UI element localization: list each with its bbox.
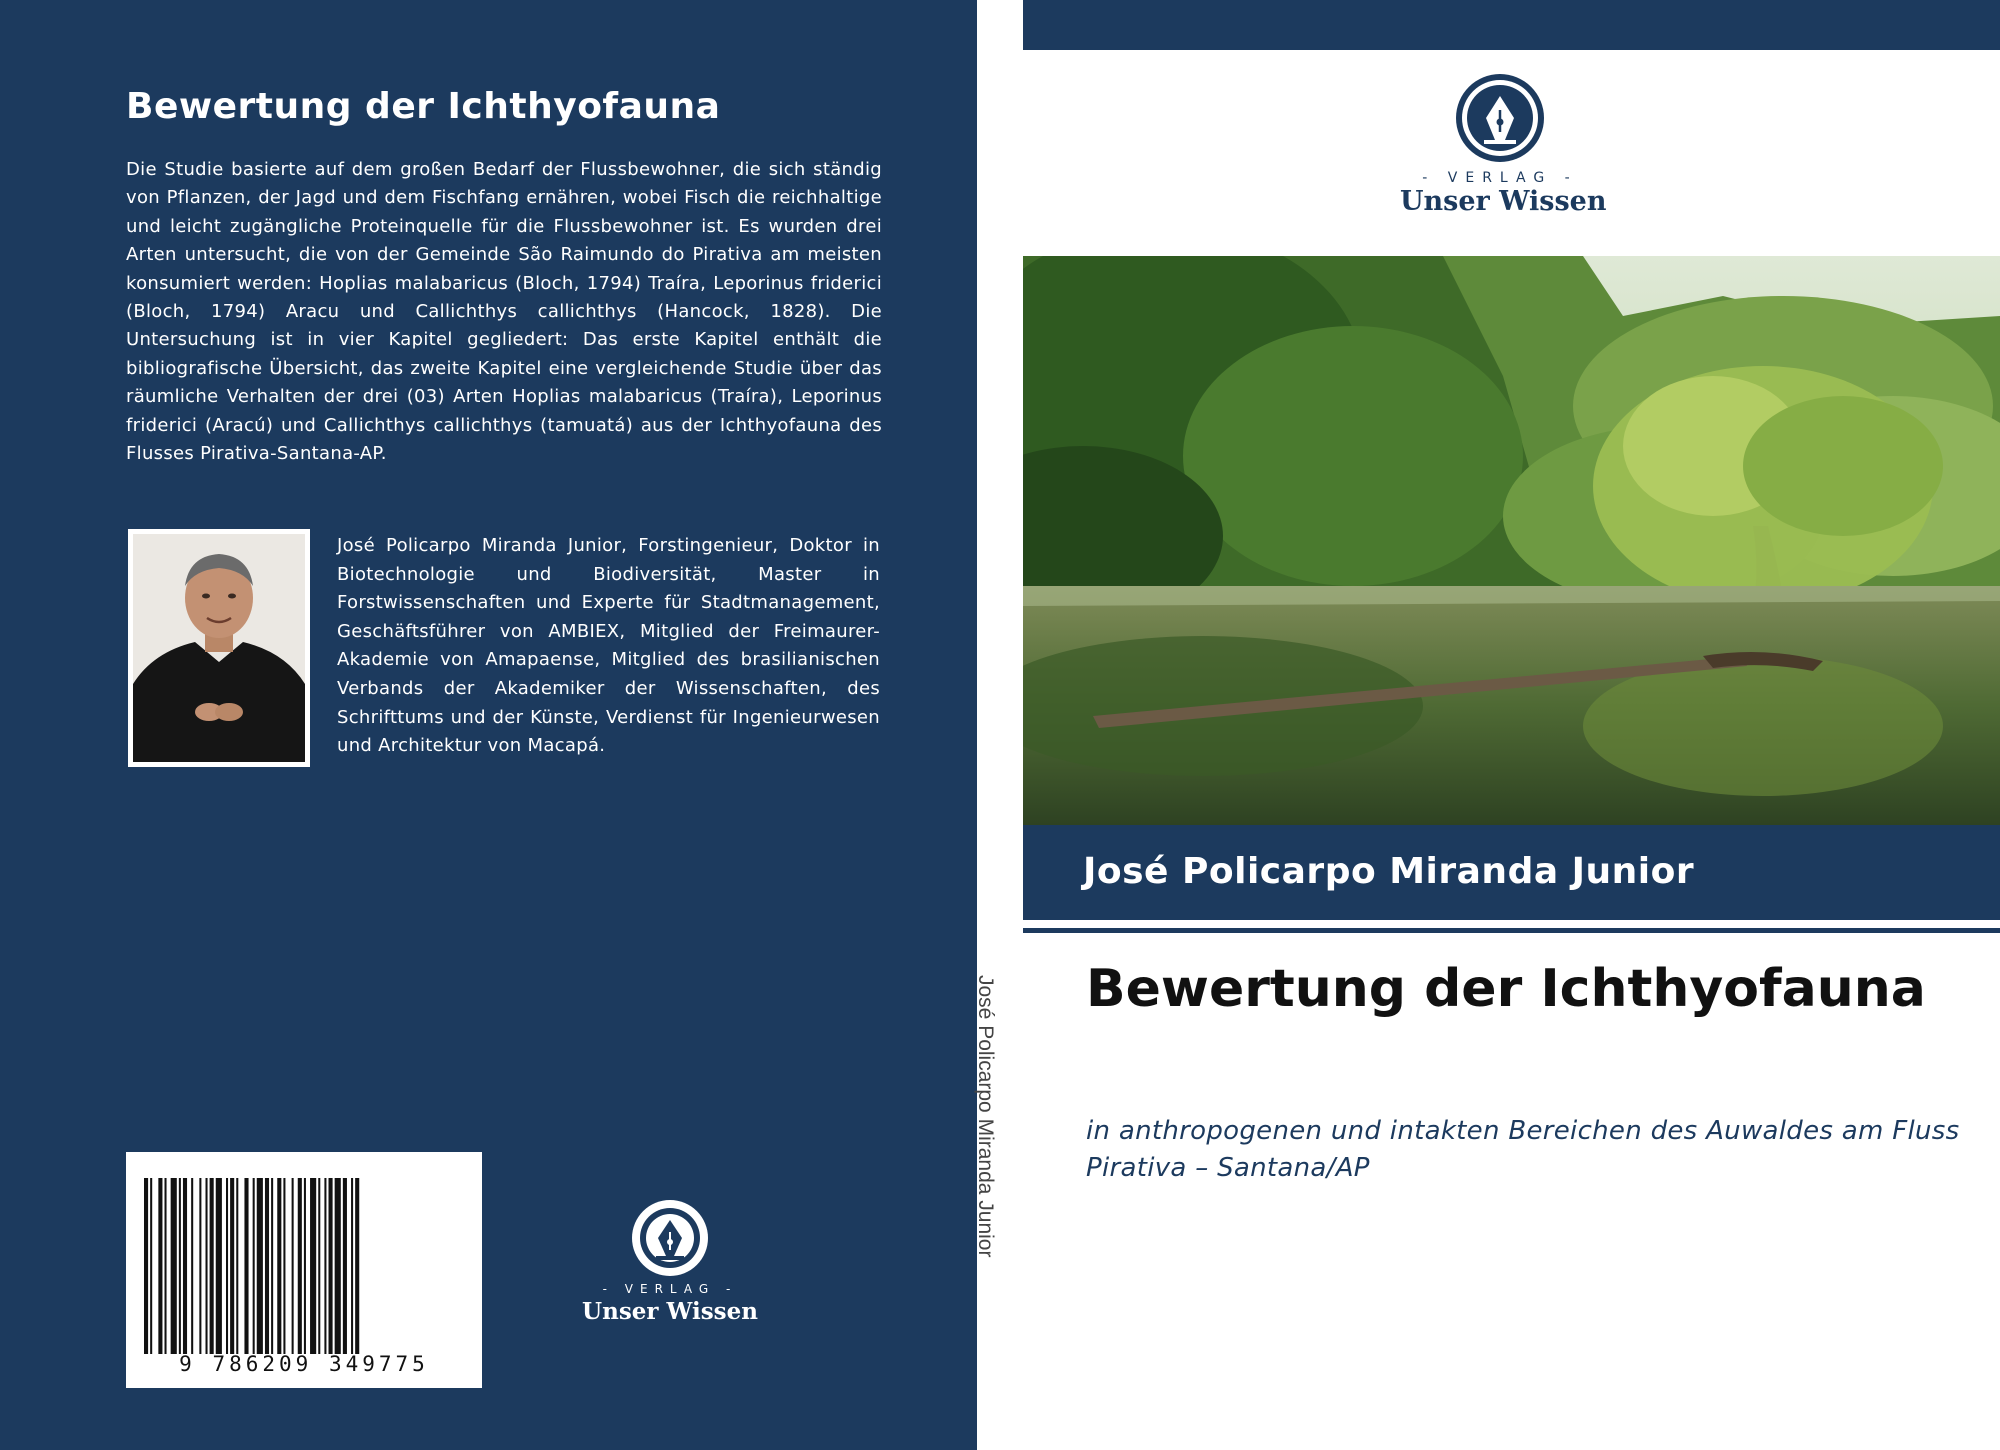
author-portrait-image [133, 534, 305, 762]
fountain-pen-nib-icon [630, 1198, 710, 1278]
fountain-pen-nib-icon [1454, 72, 1546, 164]
author-bio: José Policarpo Miranda Junior, Forstingenieur, Doktor in Biotechnologie und Biodiversität, Master in Forstwissenschaften und Experte für Stadtmanagement, Geschäftsführer von AMBIEX, Mitglied der Freimaurer-Akademie von Amapaense, Mitglied des brasilianischen Verbands der Akademiker der Wissenschaften, des Schrifttums und der Künste, Verdienst für Ingenieurwesen und Architektur von Macapá. [337, 535, 880, 757]
divider [1023, 928, 2000, 933]
barcode-bar [318, 1178, 320, 1354]
barcode-bar [271, 1178, 273, 1354]
barcode-bar [351, 1178, 353, 1354]
barcode-bar [253, 1178, 255, 1354]
barcode-bar [257, 1178, 263, 1354]
publisher-verlag-label: - VERLAG - [602, 1282, 738, 1296]
barcode-bar [199, 1178, 201, 1354]
front-top-bar [1023, 0, 2000, 50]
barcode-bar [206, 1178, 208, 1354]
front-cover-title: Bewertung der Ichthyofauna [1086, 959, 1926, 1019]
barcode-bar [335, 1178, 341, 1354]
back-publisher-logo [580, 1198, 760, 1328]
barcode-bar [244, 1178, 248, 1354]
barcode-bar [179, 1178, 181, 1354]
barcode-bar [150, 1178, 152, 1354]
back-cover-blurb: Die Studie basierte auf dem großen Bedarf der Flussbewohner, die sich ständig von Pflanzen, der Jagd und dem Fischfang ernähren, wobei Fisch die reichhaltige und leicht zugängliche Proteinquelle für die Flussbewohner ist. Es wurden drei Arten untersucht, die von der Gemeinde São Raimundo do Pirativa am meisten konsumiert werden: Hoplias malabaricus (Bloch, 1794) Traíra, Leporinus friderici (Bloch, 1794) Aracu und Callichthys callichthys (Hancock, 1828). Die Untersuchung ist in vier Kapitel gegliedert: Das erste Kapitel enthält die bibliografische Übersicht, das zweite Kapitel eine vergleichende Studie über das räumliche Verhalten der drei (03) Arten Hoplias malabaricus (Traíra), Leporinus friderici (Aracú) und Callichthys callichthys (tamuatá) aus der Ichthyofauna des Flusses Pirativa-Santana-AP. [126, 159, 882, 465]
barcode-bar [144, 1178, 148, 1354]
barcode-bar [283, 1178, 285, 1354]
barcode-bar [210, 1178, 214, 1354]
publisher-verlag-label: - VERLAG - [1422, 170, 1578, 186]
barcode-bar [329, 1178, 333, 1354]
spine-author: José Policarpo Miranda Junior [974, 975, 997, 1258]
author-photo [128, 529, 310, 767]
barcode-bar [216, 1178, 222, 1354]
publisher-name: Unser Wissen [1400, 186, 1607, 217]
publisher-name: Unser Wissen [582, 1298, 758, 1325]
back-cover-title: Bewertung der Ichthyofauna [126, 86, 721, 127]
author-band [1023, 825, 2000, 920]
isbn-number: 9 786209 349775 [179, 1352, 429, 1376]
barcode-bar [236, 1178, 238, 1354]
river-forest-image [1023, 256, 2000, 825]
barcode-bar [304, 1178, 306, 1354]
barcode-bar [324, 1178, 326, 1354]
front-cover-subtitle: in anthropogenen und intakten Bereichen des Auwaldes am Fluss Pirativa – Santana/AP [1086, 1116, 1960, 1183]
barcode-bar [265, 1178, 269, 1354]
front-author-name: José Policarpo Miranda Junior [1083, 851, 1695, 892]
barcode-bar [343, 1178, 347, 1354]
back-cover [0, 0, 977, 1450]
barcode-bar [310, 1178, 316, 1354]
cover-photo [1023, 256, 2000, 825]
barcode-bar [292, 1178, 294, 1354]
front-publisher-logo [1400, 72, 1607, 222]
barcode-bar [298, 1178, 302, 1354]
barcode-bar [191, 1178, 193, 1354]
barcode-bars [140, 1178, 468, 1354]
barcode-bar [277, 1178, 281, 1354]
barcode-bar [171, 1178, 177, 1354]
barcode-bar [230, 1178, 234, 1354]
barcode-bar [355, 1178, 359, 1354]
barcode-bar [226, 1178, 228, 1354]
barcode-bar [183, 1178, 187, 1354]
barcode-bar [158, 1178, 162, 1354]
barcode-bar [165, 1178, 167, 1354]
barcode [126, 1152, 482, 1388]
